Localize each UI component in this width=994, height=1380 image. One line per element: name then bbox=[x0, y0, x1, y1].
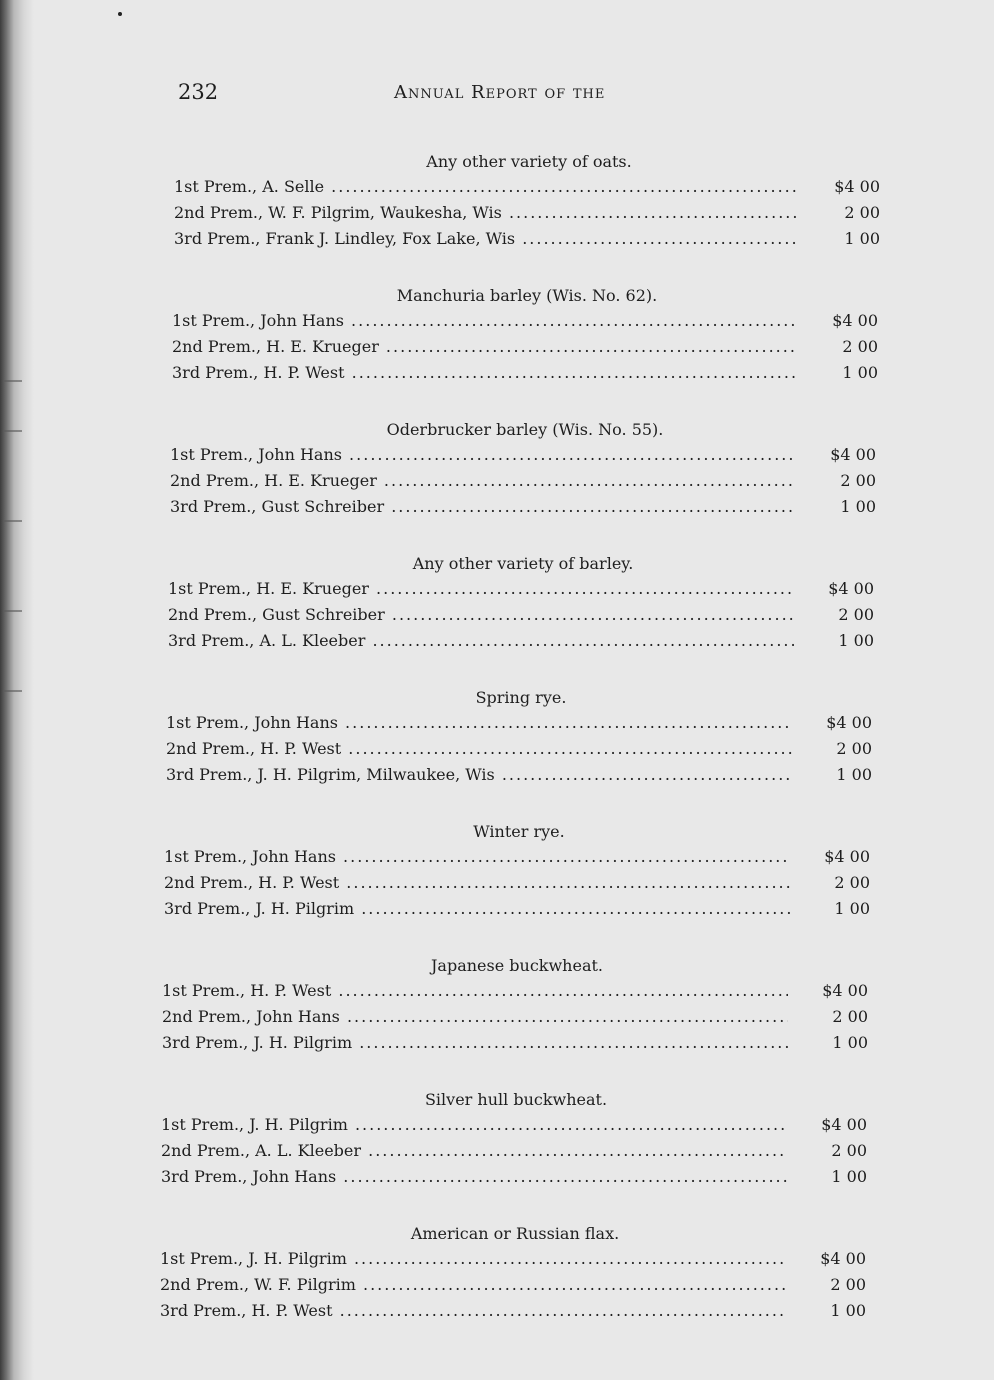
premium-entry bbox=[172, 334, 878, 360]
entry-text bbox=[172, 308, 798, 334]
running-head: Annual Report of the bbox=[394, 82, 606, 103]
separator: , bbox=[255, 337, 267, 356]
page-number: 232 bbox=[178, 80, 219, 104]
premium-entry bbox=[172, 360, 878, 386]
premium-amount: $4 00 bbox=[828, 579, 874, 598]
premium-rank: 2nd Prem. bbox=[174, 203, 258, 222]
award-section bbox=[170, 418, 890, 520]
premium-amount: 2 00 bbox=[834, 873, 870, 892]
winner-name: A. Selle bbox=[262, 177, 325, 196]
winner-name: A. L. Kleeber bbox=[259, 631, 366, 650]
winner-name: John Hans bbox=[252, 1167, 337, 1186]
premium-entry bbox=[162, 1030, 868, 1056]
premium-rank: 3rd Prem. bbox=[160, 1301, 242, 1320]
separator: , bbox=[249, 631, 260, 650]
premium-rank: 1st Prem. bbox=[164, 847, 243, 866]
premium-rank: 1st Prem. bbox=[170, 445, 249, 464]
award-section bbox=[174, 150, 894, 252]
entry-text bbox=[162, 1004, 788, 1030]
premium-entry bbox=[162, 1004, 868, 1030]
separator: , bbox=[244, 1141, 256, 1160]
premium-rank: 1st Prem. bbox=[166, 713, 245, 732]
premium-rank: 3rd Prem. bbox=[172, 363, 254, 382]
winner-name: John Hans bbox=[260, 311, 344, 330]
separator: , bbox=[241, 1301, 252, 1320]
entry-text bbox=[170, 468, 796, 494]
separator: , bbox=[238, 1249, 249, 1268]
winner-name: H. P. West bbox=[260, 739, 342, 758]
premium-rank: 1st Prem. bbox=[168, 579, 247, 598]
section-title: Any other variety of barley. bbox=[412, 554, 634, 573]
premium-amount: 1 00 bbox=[832, 1033, 868, 1052]
binding-mark bbox=[4, 610, 22, 612]
premium-rank: 2nd Prem. bbox=[162, 1007, 246, 1026]
premium-entry bbox=[164, 896, 870, 922]
premium-entry bbox=[166, 710, 872, 736]
premium-rank: 2nd Prem. bbox=[172, 337, 256, 356]
separator: , bbox=[253, 471, 265, 490]
premium-rank: 3rd Prem. bbox=[170, 497, 252, 516]
section-title: Silver hull buckwheat. bbox=[424, 1090, 608, 1109]
winner-name: Frank J. Lindley, Fox Lake, Wis bbox=[265, 229, 516, 248]
binding-mark bbox=[4, 690, 22, 692]
entry-text bbox=[160, 1272, 786, 1298]
premium-entry bbox=[174, 174, 880, 200]
premium-amount: $4 00 bbox=[834, 177, 880, 196]
separator: , bbox=[239, 1115, 250, 1134]
entry-text bbox=[172, 360, 798, 386]
binding-mark bbox=[4, 380, 22, 382]
premium-rank: 3rd Prem. bbox=[174, 229, 256, 248]
premium-amount: $4 00 bbox=[826, 713, 872, 732]
premium-amount: 2 00 bbox=[836, 739, 872, 758]
winner-name: J. H. Pilgrim bbox=[253, 1033, 353, 1052]
premium-amount: $4 00 bbox=[830, 445, 876, 464]
section-title: Any other variety of oats. bbox=[426, 152, 632, 171]
premium-rank: 2nd Prem. bbox=[164, 873, 248, 892]
premium-entry bbox=[168, 602, 874, 628]
premium-rank: 3rd Prem. bbox=[162, 1033, 244, 1052]
entry-text bbox=[160, 1246, 786, 1272]
award-section bbox=[166, 686, 886, 788]
premium-amount: 1 00 bbox=[834, 899, 870, 918]
premium-rank: 3rd Prem. bbox=[161, 1167, 243, 1186]
entry-text bbox=[164, 870, 790, 896]
section-title: American or Russian flax. bbox=[410, 1224, 620, 1243]
separator: , bbox=[251, 497, 262, 516]
premium-amount: 2 00 bbox=[840, 471, 876, 490]
winner-name: Gust Schreiber bbox=[261, 497, 385, 516]
winner-name: John Hans bbox=[256, 1007, 340, 1026]
award-section bbox=[164, 820, 884, 922]
premium-entry bbox=[170, 468, 876, 494]
premium-rank: 3rd Prem. bbox=[166, 765, 248, 784]
premium-amount: 2 00 bbox=[842, 337, 878, 356]
entry-text bbox=[174, 200, 800, 226]
premium-list bbox=[160, 150, 880, 1356]
premium-rank: 3rd Prem. bbox=[168, 631, 250, 650]
premium-amount: 1 00 bbox=[830, 1301, 866, 1320]
premium-amount: 2 00 bbox=[832, 1007, 868, 1026]
premium-entry bbox=[166, 762, 872, 788]
separator: , bbox=[252, 177, 263, 196]
separator: , bbox=[257, 203, 269, 222]
winner-name: H. P. West bbox=[263, 363, 345, 382]
entry-text bbox=[170, 442, 796, 468]
entry-text bbox=[170, 494, 796, 520]
premium-rank: 1st Prem. bbox=[174, 177, 253, 196]
entry-text bbox=[161, 1138, 787, 1164]
winner-name: W. F. Pilgrim bbox=[254, 1275, 356, 1294]
separator: , bbox=[243, 1033, 254, 1052]
award-section bbox=[168, 552, 888, 654]
premium-rank: 1st Prem. bbox=[161, 1115, 240, 1134]
separator: , bbox=[253, 363, 264, 382]
premium-rank: 2nd Prem. bbox=[168, 605, 252, 624]
premium-rank: 1st Prem. bbox=[172, 311, 251, 330]
premium-rank: 2nd Prem. bbox=[166, 739, 250, 758]
entry-text bbox=[164, 896, 790, 922]
premium-entry bbox=[164, 870, 870, 896]
entry-text bbox=[166, 710, 792, 736]
winner-name: J. H. Pilgrim bbox=[249, 1115, 348, 1134]
separator: , bbox=[245, 899, 256, 918]
entry-text bbox=[161, 1164, 787, 1190]
separator: , bbox=[244, 713, 255, 732]
award-section bbox=[161, 1088, 881, 1190]
separator: , bbox=[242, 1167, 253, 1186]
winner-name: H. E. Krueger bbox=[264, 471, 377, 490]
premium-entry bbox=[168, 628, 874, 654]
ink-speck bbox=[118, 12, 122, 16]
winner-name: J. H. Pilgrim, Milwaukee, Wis bbox=[257, 765, 495, 784]
separator: , bbox=[243, 1275, 255, 1294]
winner-name: H. P. West bbox=[258, 873, 340, 892]
premium-amount: 2 00 bbox=[830, 1275, 866, 1294]
entry-text bbox=[164, 844, 790, 870]
premium-amount: 1 00 bbox=[836, 765, 872, 784]
section-title: Japanese buckwheat. bbox=[431, 956, 603, 975]
premium-rank: 2nd Prem. bbox=[161, 1141, 245, 1160]
premium-amount: $4 00 bbox=[824, 847, 870, 866]
separator: , bbox=[251, 605, 263, 624]
premium-entry bbox=[166, 736, 872, 762]
entry-text bbox=[172, 334, 798, 360]
winner-name: John Hans bbox=[252, 847, 336, 866]
entry-text bbox=[174, 174, 800, 200]
premium-amount: 1 00 bbox=[831, 1167, 867, 1186]
entry-text bbox=[162, 978, 788, 1004]
premium-entry bbox=[160, 1298, 866, 1324]
separator: , bbox=[247, 873, 259, 892]
separator: , bbox=[246, 579, 257, 598]
winner-name: Gust Schreiber bbox=[262, 605, 385, 624]
premium-rank: 1st Prem. bbox=[160, 1249, 239, 1268]
premium-entry bbox=[164, 844, 870, 870]
premium-entry bbox=[162, 978, 868, 1004]
entry-text bbox=[168, 576, 794, 602]
winner-name: H. P. West bbox=[250, 981, 332, 1000]
premium-entry bbox=[161, 1112, 867, 1138]
premium-amount: 2 00 bbox=[838, 605, 874, 624]
premium-amount: $4 00 bbox=[822, 981, 868, 1000]
separator: , bbox=[247, 765, 258, 784]
premium-amount: 1 00 bbox=[844, 229, 880, 248]
premium-rank: 2nd Prem. bbox=[170, 471, 254, 490]
separator: , bbox=[249, 739, 261, 758]
premium-entry bbox=[168, 576, 874, 602]
section-title: Spring rye. bbox=[475, 688, 567, 707]
winner-name: H. E. Krueger bbox=[256, 579, 369, 598]
premium-amount: 2 00 bbox=[844, 203, 880, 222]
premium-amount: $4 00 bbox=[820, 1249, 866, 1268]
separator: , bbox=[240, 981, 251, 1000]
premium-entry bbox=[170, 442, 876, 468]
separator: , bbox=[242, 847, 253, 866]
premium-amount: 2 00 bbox=[831, 1141, 867, 1160]
premium-amount: 1 00 bbox=[838, 631, 874, 650]
section-title: Manchuria barley (Wis. No. 62). bbox=[396, 286, 658, 305]
book-binding-edge bbox=[0, 0, 34, 1380]
entry-text bbox=[168, 628, 794, 654]
separator: , bbox=[248, 445, 259, 464]
binding-mark bbox=[4, 520, 22, 522]
entry-text bbox=[166, 762, 792, 788]
entry-text bbox=[166, 736, 792, 762]
winner-name: John Hans bbox=[258, 445, 342, 464]
section-title: Oderbrucker barley (Wis. No. 55). bbox=[386, 420, 664, 439]
premium-amount: 1 00 bbox=[842, 363, 878, 382]
award-section bbox=[172, 284, 892, 386]
premium-rank: 3rd Prem. bbox=[164, 899, 246, 918]
entry-text bbox=[162, 1030, 788, 1056]
premium-entry bbox=[160, 1246, 866, 1272]
separator: , bbox=[255, 229, 266, 248]
binding-mark bbox=[4, 430, 22, 432]
premium-entry bbox=[174, 200, 880, 226]
entry-text bbox=[160, 1298, 786, 1324]
premium-amount: 1 00 bbox=[840, 497, 876, 516]
premium-rank: 1st Prem. bbox=[162, 981, 241, 1000]
award-section bbox=[160, 1222, 880, 1324]
winner-name: J. H. Pilgrim bbox=[255, 899, 355, 918]
winner-name: A. L. Kleeber bbox=[255, 1141, 362, 1160]
page-header bbox=[178, 80, 878, 110]
premium-entry bbox=[161, 1138, 867, 1164]
winner-name: J. H. Pilgrim bbox=[248, 1249, 347, 1268]
award-section bbox=[162, 954, 882, 1056]
premium-entry bbox=[170, 494, 876, 520]
separator: , bbox=[250, 311, 261, 330]
winner-name: H. E. Krueger bbox=[266, 337, 379, 356]
winner-name: W. F. Pilgrim, Waukesha, Wis bbox=[268, 203, 502, 222]
premium-entry bbox=[172, 308, 878, 334]
separator: , bbox=[245, 1007, 257, 1026]
entry-text bbox=[168, 602, 794, 628]
entry-text bbox=[174, 226, 800, 252]
premium-entry bbox=[160, 1272, 866, 1298]
premium-entry bbox=[161, 1164, 867, 1190]
entry-text bbox=[161, 1112, 787, 1138]
premium-entry bbox=[174, 226, 880, 252]
premium-amount: $4 00 bbox=[821, 1115, 867, 1134]
premium-amount: $4 00 bbox=[832, 311, 878, 330]
premium-rank: 2nd Prem. bbox=[160, 1275, 244, 1294]
winner-name: John Hans bbox=[254, 713, 338, 732]
winner-name: H. P. West bbox=[251, 1301, 333, 1320]
section-title: Winter rye. bbox=[473, 822, 565, 841]
